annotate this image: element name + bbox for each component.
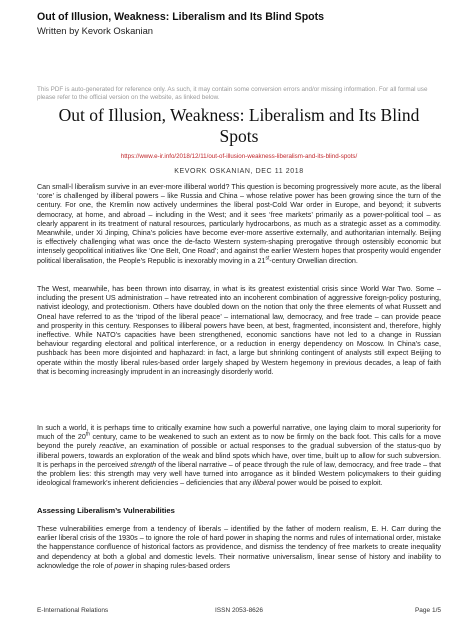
article-byline: KEVORK OSKANIAN, DEC 11 2018	[174, 168, 304, 175]
paragraph-2-text: The West, meanwhile, has been thrown into disarray, in what is its greatest existential crisis since World War Two. Some – including the present US administration – have retreated into an incoherent combination of aggressive foreign-policy posturing, nativist ideology, and protectionism. Others have doubled down on the notion that only the three elements of what Russett and Oneal have referred to as the ‘tripod of the liberal peace’ – international law, democracy, and free trade – can provide peace and prosperity in this century. Responses to illiberal powers have been, at best, fragmented, inconsistent and, therefore, highly ineffective. While NATO’s capacities have been strengthened, economic sanctions have not led to a change in Russian behaviour regarding electoral and political interference, or a reduction in energy dependency on Moscow. In China’s case, pushback has been more disjointed and haphazard: in fact, a large but shrinking contingent of analysts still expect Beijing to operate within the mostly liberal rules-based order largely shaped by Western hegemony in previous decades, a leap of faith that is becoming increasingly imprudent in an increasingly disorderly world.	[37, 285, 441, 376]
paragraph-1-sup: st	[265, 255, 270, 262]
paragraph-1-text-a: Can small-l liberalism survive in an ever-more illiberal world? This question is becoming progressively more acute, as the liberal ‘core’ is challenged by illiberal powers – like Russia and China – whose relative power has been growing since the turn of the century. For one, the Kremlin now actively undermines the liberal post-Cold War order in Europe, and beyond; it subverts democracy, at home, and abroad – including in the West; and it sees ‘free markets’ primarily as a power-political tool – as clearly apparent in its treatment of natural resources, particularly hydrocarbons, as much as a strategic asset as a commodity. Meanwhile, under Xi Jinping, China’s policies have become ever-more assertive externally, and authoritarian internally. Beijing is effectively challenging what was once the de-facto Western system-shaping prerogative through ostensibly economic but intensely geopolitical initiatives like ‘One Belt, One Road’; and against the earlier Western hopes that prosperity would engender political liberalisation, the People’s Republic is inexorably moving in a 21	[37, 183, 441, 265]
paragraph-2	[37, 285, 441, 377]
paragraph-3-text-a: In such a world, it is perhaps time to critically examine how such a powerful narrative, one laying claim to moral superiority for much of the 20	[37, 424, 441, 442]
paragraph-3-em-reactive: reactive	[99, 442, 125, 451]
paragraph-4-text-a: These vulnerabilities emerge from a tendency of liberals – identified by the father of modern realism, E. H. Carr during the earlier liberal crisis of the 1930s – to ignore the role of hard power in shaping the norms and rules of international order, mistake the happenstance confluence of historical factors as providence, and dismiss the tendency of free markets to create inequality and dependency at both a global and domestic levels. Their normative universalism, linear sense of history and inability to acknowledge the role of	[37, 525, 441, 570]
page-footer	[37, 606, 441, 616]
article-title: Out of Illusion, Weakness: Liberalism and Its Blind Spots	[58, 105, 420, 146]
paragraph-4	[37, 525, 441, 571]
paragraph-1	[37, 183, 441, 266]
paragraph-3	[37, 424, 441, 488]
paragraph-1-text-b: -century Orwellian direction.	[269, 256, 358, 265]
footer-publisher: E-International Relations	[37, 607, 109, 614]
paragraph-3-text-d: of the liberal narrative – of peace through the rule of law, democracy, and free trade – that the problem lies: this strength may very well have turned into arrogance as it blinded Western policymakers to their guiding ideological framework’s inherent deficiencies – deficiencies that any	[37, 460, 442, 488]
document-header	[37, 11, 437, 37]
document-title: Out of Illusion, Weakness: Liberalism and Its Blind Spots	[37, 11, 325, 23]
paragraph-3-em-strength: strength	[130, 460, 157, 469]
paragraph-4-text-b: in shaping rules-based orders	[133, 561, 230, 570]
paragraph-3-sup: th	[85, 431, 91, 438]
section-heading: Assessing Liberalism’s Vulnerabilities	[37, 506, 175, 515]
paragraph-3-text-b: century, came to be weakened to such an extent as to now be firmly on the back foot. This calls for a move beyond the purely	[37, 433, 441, 451]
source-url-link[interactable]: https://www.e-ir.info/2018/12/11/out-of-illusion-weakness-liberalism-and-its-blind-spots/	[120, 153, 358, 160]
paragraph-3-text-c: , an examination of possible or actual responses to the gradual subversion of the status-quo by illiberal powers, towards an exploration of the weak and blind spots which have, over time, built up to allow for such subversion. It is perhaps in the perceived	[37, 442, 441, 469]
paragraph-3-text-e: power would be poised to exploit.	[275, 479, 383, 488]
paragraph-3-em-illiberal: illiberal	[252, 479, 276, 488]
document-author: Written by Kevork Oskanian	[37, 25, 154, 36]
footer-issn: ISSN 2053-8626	[214, 607, 264, 614]
paragraph-4-em-power: power	[114, 561, 134, 570]
auto-generated-notice: This PDF is auto-generated for reference only. As such, it may contain some conversion errors and/or missing information. For all formal use please refer to the official version on the website, as linked below.	[37, 86, 428, 102]
footer-page-number: Page 1/5	[414, 607, 441, 614]
